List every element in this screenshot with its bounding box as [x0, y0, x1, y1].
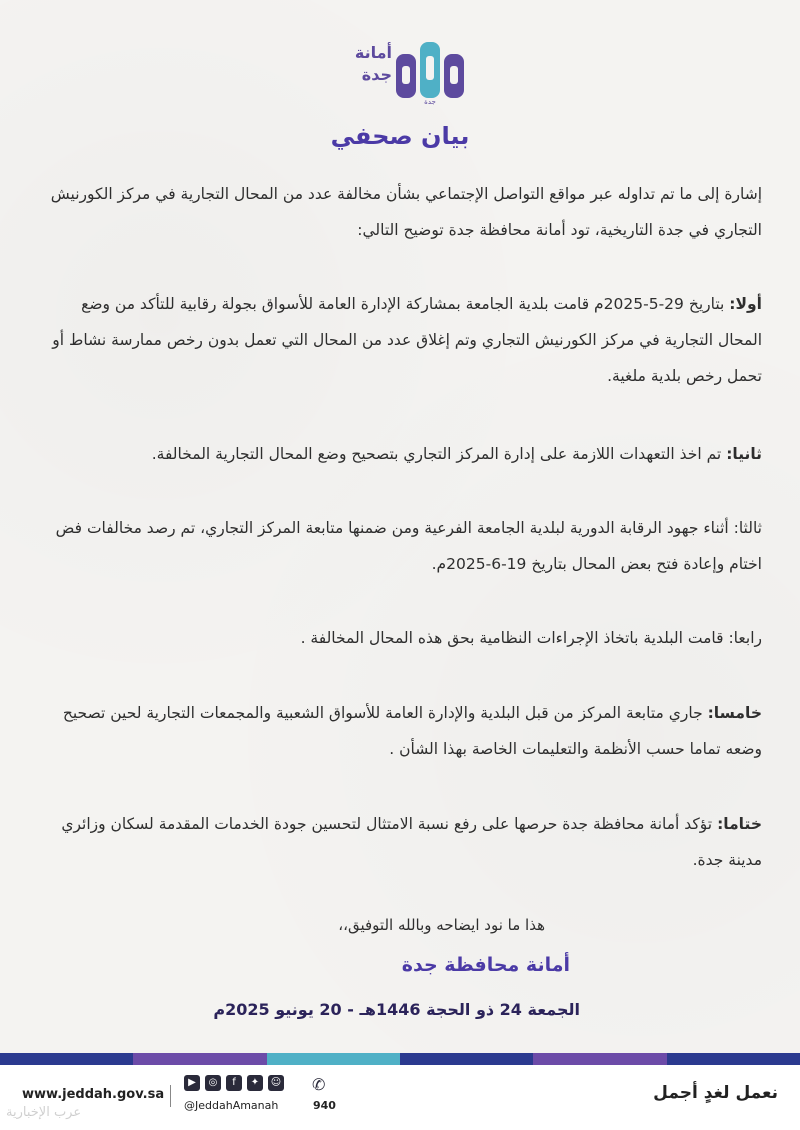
issue-date: الجمعة 24 ذو الحجة 1446هـ - 20 يونيو 2025م: [213, 1000, 580, 1019]
closing-remark: هذا ما نود ايضاحه وبالله التوفيق،،: [338, 916, 545, 934]
jeddah-municipality-logo: [330, 36, 470, 106]
youtube-icon[interactable]: ▶: [184, 1075, 200, 1091]
point-fourth-paragraph: [40, 620, 762, 656]
stripe-segment: [267, 1053, 400, 1065]
footer: [0, 1065, 800, 1130]
social-handle[interactable]: @JeddahAmanah: [184, 1099, 279, 1112]
instagram-icon[interactable]: ◎: [205, 1075, 221, 1091]
point-second-lead: ثانيا:: [726, 445, 762, 463]
website-link[interactable]: www.jeddah.gov.sa: [22, 1087, 165, 1102]
footer-stripe: [0, 1053, 800, 1065]
footer-divider: [170, 1085, 171, 1107]
point-first-paragraph: [40, 286, 762, 394]
point-third-text: ثالثا: أثناء جهود الرقابة الدورية لبلدية الجامعة الفرعية ومن ضمنها متابعة المركز التجاري، تم رصد مخالفات فض اختام وإعادة فتح بعض المحال بتاريخ 19-6-2025م.: [55, 519, 762, 573]
point-third-paragraph: [40, 510, 762, 582]
logo-org-line1: أمانة: [354, 43, 392, 62]
point-second-text: تم اخذ التعهدات اللازمة على إدارة المركز التجاري بتصحيح وضع المحال التجارية المخالفة.: [151, 445, 722, 463]
signature-name: أمانة محافظة جدة: [401, 954, 570, 976]
point-first-lead: أولا:: [729, 295, 762, 313]
point-second-paragraph: [40, 436, 762, 472]
snapchat-icon[interactable]: ☺: [268, 1075, 284, 1091]
point-first-text: بتاريخ 29-5-2025م قامت بلدية الجامعة بمشاركة الإدارة العامة للأسواق بجولة رقابية للتأكد من وضع المحال التجارية في مركز الكورنيش التجاري وتم إغلاق عدد من المحال التي تعمل بدون رخص ممارسة نشاط أو تحمل رخص بلدية ملغية.: [52, 295, 762, 385]
social-icons: [184, 1075, 284, 1093]
point-fifth-text: جاري متابعة المركز من قبل البلدية والإدارة العامة للأسواق الشعبية والمجمعات التجارية لحين تصحيح وضعه تماما حسب الأنظمة والتعليمات الخاصة بهذا الشأن .: [62, 704, 762, 758]
intro-text: إشارة إلى ما تم تداوله عبر مواقع التواصل الإجتماعي بشأن مخالفة عدد من المحال التجارية في مركز الكورنيش التجاري في جدة التاريخية، تود أمانة محافظة جدة توضيح التالي:: [50, 185, 762, 239]
conclusion-lead: ختاما:: [717, 815, 762, 833]
stripe-segment: [133, 1053, 266, 1065]
conclusion-text: تؤكد أمانة محافظة جدة حرصها على رفع نسبة الامتثال لتحسين جودة الخدمات المقدمة لسكان وزائري مدينة جدة.: [61, 815, 762, 869]
facebook-icon[interactable]: f: [226, 1075, 242, 1091]
twitter-icon[interactable]: ✦: [247, 1075, 263, 1091]
intro-paragraph: [40, 176, 762, 248]
stripe-segment: [667, 1053, 800, 1065]
logo-text: [330, 42, 392, 86]
logo-mark-icon: [392, 36, 468, 106]
stripe-segment: [533, 1053, 666, 1065]
phone-number[interactable]: 940: [313, 1099, 336, 1112]
point-fifth-paragraph: [40, 695, 762, 767]
point-fifth-lead: خامسا:: [707, 704, 762, 722]
slogan: نعمل لغدٍ أجمل: [653, 1083, 778, 1103]
watermark: عرب الإخبارية: [6, 1105, 82, 1120]
page-title: بيان صحفي: [330, 122, 470, 150]
conclusion-paragraph: [40, 806, 762, 878]
logo-org-line2: جدة: [361, 65, 392, 84]
point-fourth-text: رابعا: قامت البلدية باتخاذ الإجراءات النظامية بحق هذه المحال المخالفة .: [300, 629, 762, 647]
stripe-segment: [400, 1053, 533, 1065]
stripe-segment: [0, 1053, 133, 1065]
phone-icon: ✆: [312, 1075, 326, 1094]
logo-mark-text: جدة: [424, 98, 436, 106]
